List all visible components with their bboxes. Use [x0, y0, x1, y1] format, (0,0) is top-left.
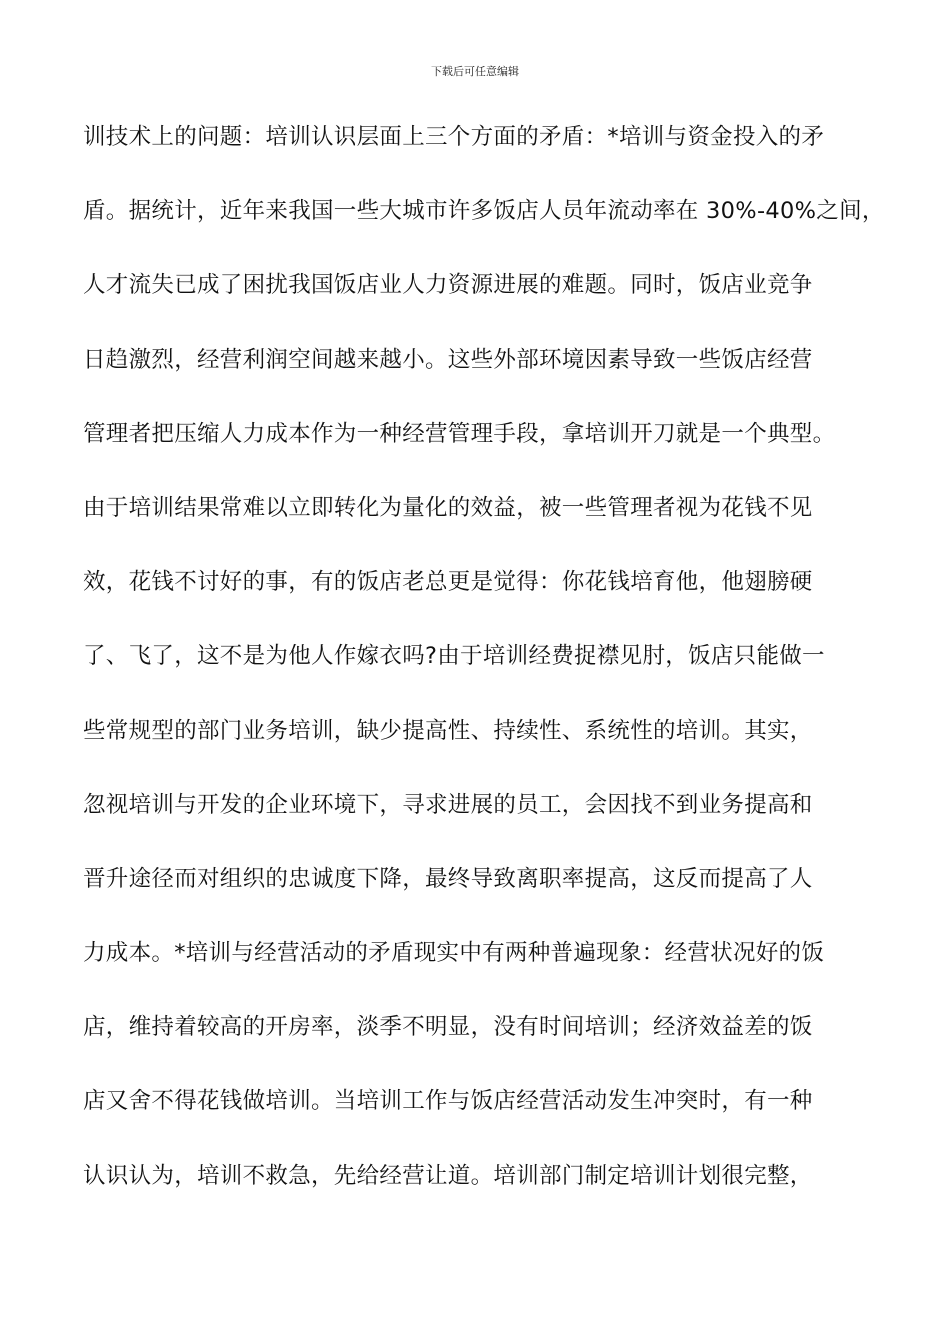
text-line-2: 盾。据统计，近年来我国一些大城市许多饭店人员年流动率在 30%-40%之间， — [83, 198, 885, 225]
text-line-1: 训技术上的问题：培训认识层面上三个方面的矛盾：*培训与资金投入的矛 — [83, 124, 825, 150]
text-line-3: 人才流失已成了困扰我国饭店业人力资源进展的难题。同时，饭店业竞争 — [83, 272, 813, 299]
text-line-4: 日趋激烈，经营利润空间越来越小。这些外部环境因素导致一些饭店经营 — [83, 346, 813, 373]
text-line-6: 由于培训结果常难以立即转化为量化的效益，被一些管理者视为花钱不见 — [83, 494, 813, 521]
text-line-8: 了、飞了，这不是为他人作嫁衣吗?由于培训经费捉襟见肘，饭店只能做一 — [83, 643, 825, 670]
text-line-15: 认识认为，培训不救急，先给经营让道。培训部门制定培训计划很完整， — [83, 1162, 813, 1189]
page-header-note: 下载后可任意编辑 — [431, 65, 519, 78]
text-line-9: 些常规型的部门业务培训，缺少提高性、持续性、系统性的培训。其实， — [83, 717, 813, 744]
text-line-11: 晋升途径而对组织的忠诚度下降，最终导致离职率提高，这反而提高了人 — [83, 865, 813, 892]
text-line-5: 管理者把压缩人力成本作为一种经营管理手段，拿培训开刀就是一个典型。 — [83, 420, 836, 447]
text-line-12: 力成本。*培训与经营活动的矛盾现实中有两种普遍现象：经营状况好的饭 — [83, 940, 825, 967]
text-line-14: 店又舍不得花钱做培训。当培训工作与饭店经营活动发生冲突时，有一种 — [83, 1088, 813, 1115]
text-line-7: 效，花钱不讨好的事，有的饭店老总更是觉得：你花钱培育他，他翅膀硬 — [83, 569, 813, 596]
text-line-13: 店，维持着较高的开房率，淡季不明显，没有时间培训；经济效益差的饭 — [83, 1014, 813, 1041]
text-line-10: 忽视培训与开发的企业环境下，寻求进展的员工，会因找不到业务提高和 — [83, 791, 813, 818]
document-body — [83, 117, 883, 1230]
